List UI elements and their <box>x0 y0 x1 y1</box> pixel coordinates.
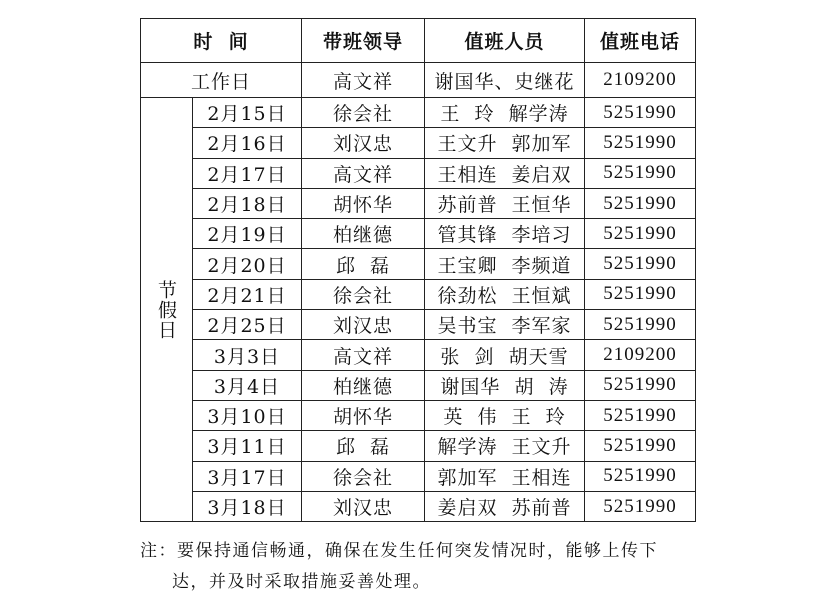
phone-cell: 5251990 <box>585 158 696 188</box>
table-row <box>141 400 696 430</box>
table-row <box>141 249 696 279</box>
phone-cell: 5251990 <box>585 188 696 218</box>
header-staff: 值班人员 <box>425 19 585 63</box>
workday-phone: 2109200 <box>585 63 696 98</box>
header-time: 时 间 <box>141 19 302 63</box>
date-cell: 2月21日 <box>193 279 302 309</box>
leader-cell: 柏继德 <box>302 219 425 249</box>
staff-cell: 王宝卿 李频道 <box>425 249 585 279</box>
phone-cell: 5251990 <box>585 249 696 279</box>
staff-cell: 英 伟 王 玲 <box>425 400 585 430</box>
phone-cell: 5251990 <box>585 279 696 309</box>
table-row <box>141 461 696 491</box>
duty-schedule-table <box>140 18 696 522</box>
leader-cell: 刘汉忠 <box>302 128 425 158</box>
staff-cell: 郭加军 王相连 <box>425 461 585 491</box>
table-header-row <box>141 19 696 63</box>
date-cell: 3月3日 <box>193 340 302 370</box>
table-row <box>141 310 696 340</box>
leader-cell: 柏继德 <box>302 370 425 400</box>
leader-cell: 徐会社 <box>302 98 425 128</box>
leader-cell: 胡怀华 <box>302 400 425 430</box>
date-cell: 3月17日 <box>193 461 302 491</box>
staff-cell: 吴书宝 李军家 <box>425 310 585 340</box>
date-cell: 2月25日 <box>193 310 302 340</box>
date-cell: 3月4日 <box>193 370 302 400</box>
date-cell: 2月19日 <box>193 219 302 249</box>
table-row <box>141 219 696 249</box>
phone-cell: 5251990 <box>585 310 696 340</box>
date-cell: 3月11日 <box>193 431 302 461</box>
staff-cell: 姜启双 苏前普 <box>425 491 585 521</box>
staff-cell: 张 剑 胡天雪 <box>425 340 585 370</box>
date-cell: 3月18日 <box>193 491 302 521</box>
staff-cell: 王文升 郭加军 <box>425 128 585 158</box>
workday-leader: 高文祥 <box>302 63 425 98</box>
date-cell: 2月17日 <box>193 158 302 188</box>
holiday-label: 节假日 <box>141 98 193 522</box>
phone-cell: 5251990 <box>585 431 696 461</box>
table-row <box>141 431 696 461</box>
workday-staff: 谢国华、史继花 <box>425 63 585 98</box>
workday-label: 工作日 <box>141 63 302 98</box>
table-row <box>141 491 696 521</box>
footnote <box>140 536 700 598</box>
leader-cell: 刘汉忠 <box>302 310 425 340</box>
phone-cell: 5251990 <box>585 491 696 521</box>
phone-cell: 5251990 <box>585 219 696 249</box>
staff-cell: 王 玲 解学涛 <box>425 98 585 128</box>
footnote-line-2: 达，并及时采取措施妥善处理。 <box>172 572 431 592</box>
header-leader: 带班领导 <box>302 19 425 63</box>
staff-cell: 王相连 姜启双 <box>425 158 585 188</box>
staff-cell: 苏前普 王恒华 <box>425 188 585 218</box>
footnote-line-1: 注：要保持通信畅通，确保在发生任何突发情况时，能够上传下 <box>140 541 658 561</box>
table-row <box>141 340 696 370</box>
date-cell: 2月20日 <box>193 249 302 279</box>
staff-cell: 徐劲松 王恒斌 <box>425 279 585 309</box>
leader-cell: 高文祥 <box>302 158 425 188</box>
table-row <box>141 188 696 218</box>
leader-cell: 邱 磊 <box>302 431 425 461</box>
table-row <box>141 370 696 400</box>
header-phone: 值班电话 <box>585 19 696 63</box>
staff-cell: 解学涛 王文升 <box>425 431 585 461</box>
leader-cell: 胡怀华 <box>302 188 425 218</box>
phone-cell: 2109200 <box>585 340 696 370</box>
leader-cell: 邱 磊 <box>302 249 425 279</box>
phone-cell: 5251990 <box>585 370 696 400</box>
table-row-workday <box>141 63 696 98</box>
date-cell: 2月15日 <box>193 98 302 128</box>
table-row <box>141 98 696 128</box>
leader-cell: 刘汉忠 <box>302 491 425 521</box>
phone-cell: 5251990 <box>585 461 696 491</box>
leader-cell: 徐会社 <box>302 461 425 491</box>
phone-cell: 5251990 <box>585 400 696 430</box>
leader-cell: 高文祥 <box>302 340 425 370</box>
date-cell: 2月18日 <box>193 188 302 218</box>
staff-cell: 谢国华 胡 涛 <box>425 370 585 400</box>
leader-cell: 徐会社 <box>302 279 425 309</box>
phone-cell: 5251990 <box>585 128 696 158</box>
table-row <box>141 279 696 309</box>
phone-cell: 5251990 <box>585 98 696 128</box>
table-row <box>141 158 696 188</box>
table-row <box>141 128 696 158</box>
date-cell: 3月10日 <box>193 400 302 430</box>
date-cell: 2月16日 <box>193 128 302 158</box>
staff-cell: 管其锋 李培习 <box>425 219 585 249</box>
